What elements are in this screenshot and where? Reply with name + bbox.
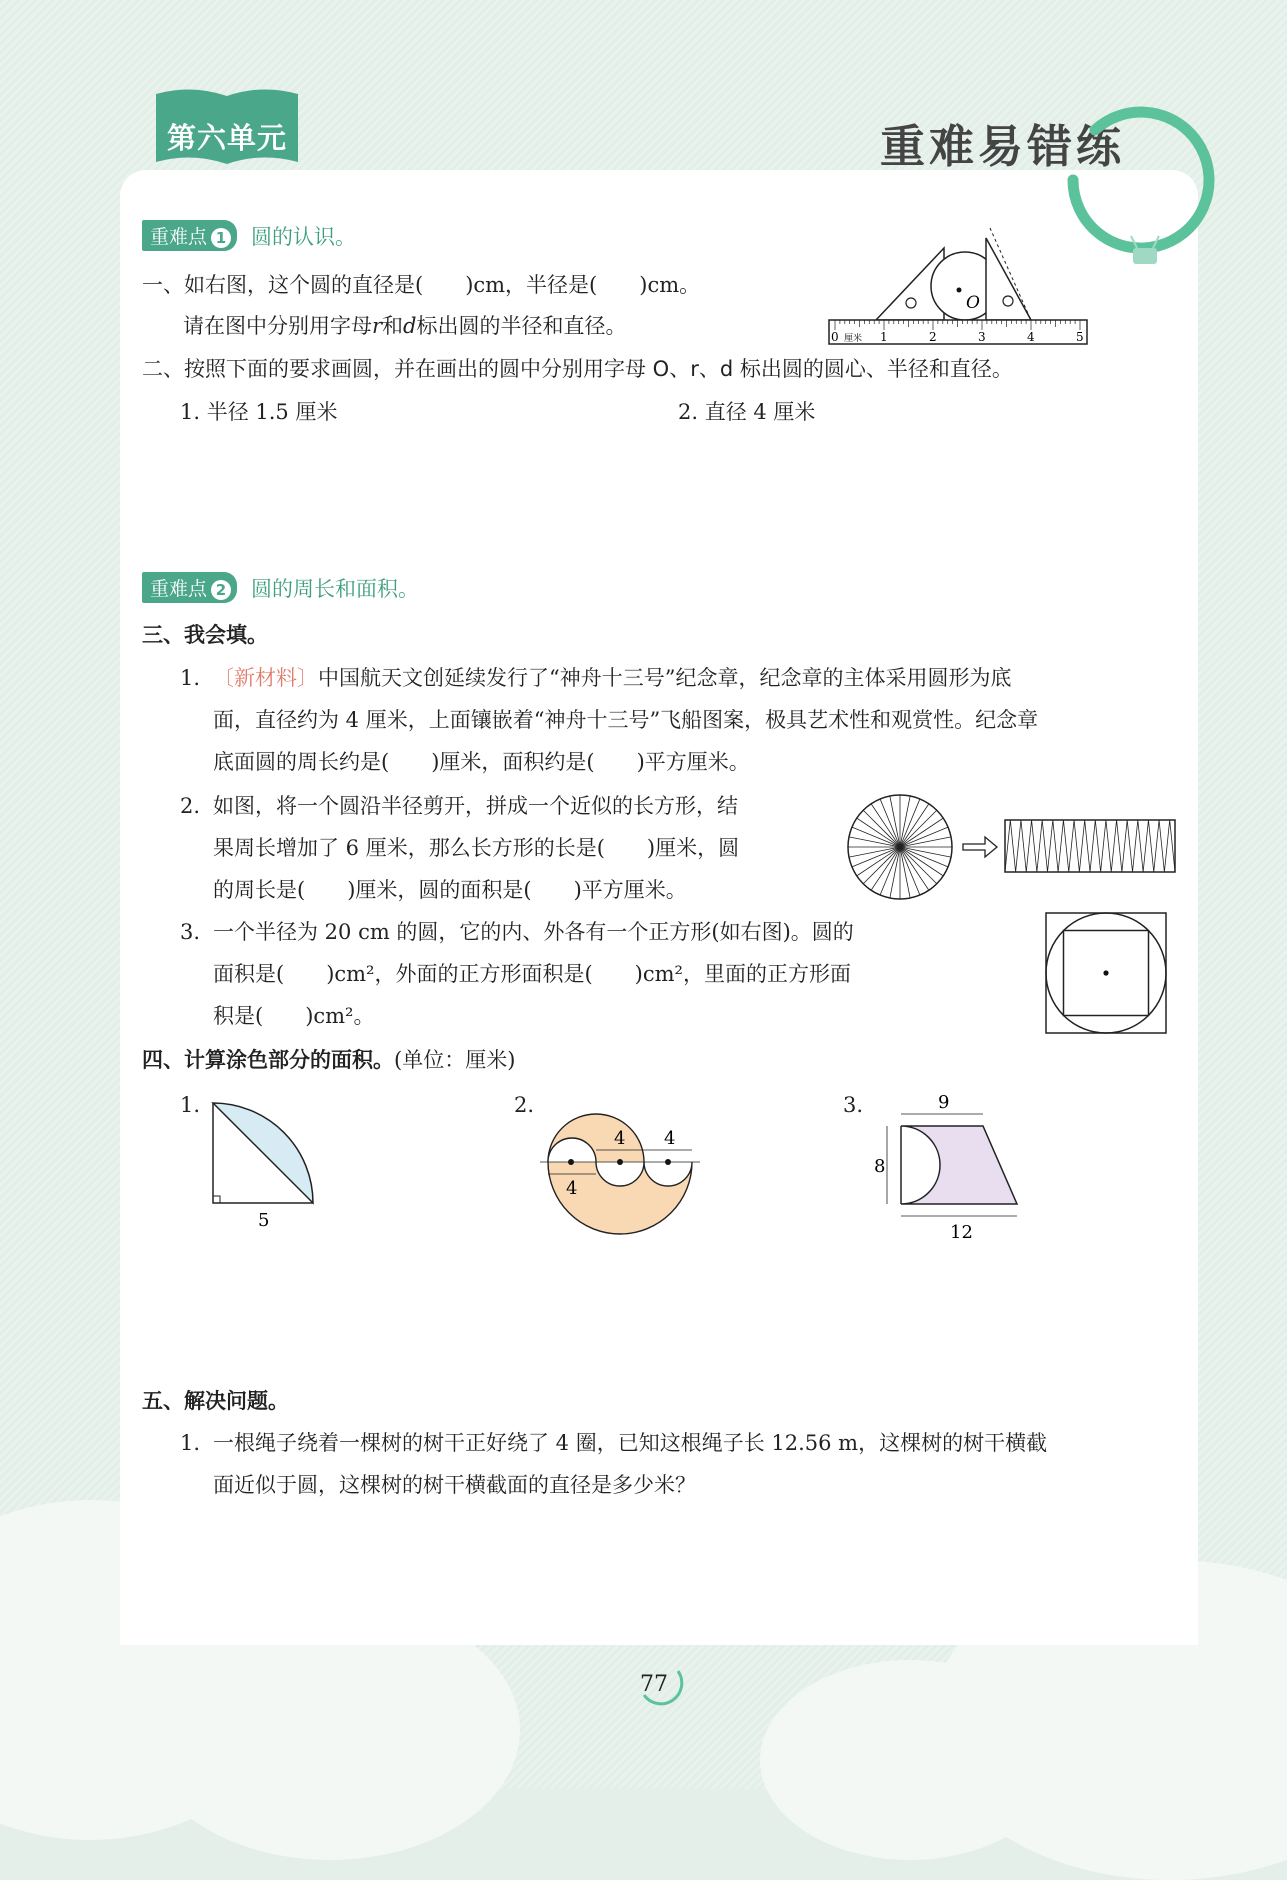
q1-line1: 一、如右图，这个圆的直径是( )cm，半径是( )cm。 (142, 273, 701, 297)
content-panel (120, 170, 1198, 1645)
ruler-unit-label: 厘米 (844, 334, 863, 344)
q2-item2: 2. 直径 4 厘米 (678, 400, 816, 424)
center-label: O (966, 293, 980, 313)
q3-item3-line3: 积是( )cm²。 (213, 1004, 375, 1028)
trapezoid-figure (870, 1092, 1030, 1242)
q3-item1-line1: 〔新材料〕中国航天文创延续发行了“神舟十三号”纪念章，纪念章的主体采用圆形为底 (213, 666, 1012, 690)
fig1-label: 5 (258, 1210, 270, 1231)
key-point-number: 2 (211, 580, 231, 600)
fig2-label-top1: 4 (614, 1128, 626, 1149)
key-point-2 (142, 572, 420, 601)
q3-item3-line1: 一个半径为 20 cm 的圆，它的内、外各有一个正方形(如右图)。圆的 (213, 920, 854, 944)
q3-item2-line1: 如图，将一个圆沿半径剪开，拼成一个近似的长方形，结 (213, 794, 738, 818)
page-number: 77 (640, 1672, 668, 1697)
fig3-label-top: 9 (938, 1092, 950, 1113)
q4-stem: 四、计算涂色部分的面积。(单位：厘米) (142, 1048, 516, 1072)
q2-stem: 二、按照下面的要求画圆，并在画出的圆中分别用字母 O、r、d 标出圆的圆心、半径和直径。 (142, 357, 1013, 381)
key-point-number: 1 (211, 228, 231, 248)
fig3-label-left: 8 (874, 1156, 886, 1177)
q3-item1-number: 1. (180, 666, 201, 690)
q3-stem: 三、我会填。 (142, 623, 268, 647)
q1-line2: 请在图中分别用字母r和d标出圆的半径和直径。 (183, 314, 627, 338)
q3-item1-line2: 面，直径约为 4 厘米，上面镶嵌着“神舟十三号”飞船图案，极具艺术性和观赏性。纪念章 (213, 708, 1039, 732)
ruler-tick-label: 5 (1076, 330, 1084, 344)
ruler-tick-label: 1 (880, 330, 888, 344)
ruler-tick-label: 2 (929, 330, 937, 344)
ruler-tick-label: 4 (1027, 330, 1035, 344)
q3-item1-line3: 底面圆的周长约是( )厘米，面积约是( )平方厘米。 (213, 750, 750, 774)
ruler-figure (826, 228, 1090, 348)
fig3-label-bottom: 12 (950, 1222, 973, 1243)
key-point-title: 圆的认识。 (251, 224, 357, 249)
page-title: 重难易错练 (880, 120, 1126, 173)
key-point-tag: 重难点 2 (142, 572, 237, 603)
fig2-number: 2. (514, 1093, 535, 1117)
q3-item2-number: 2. (180, 794, 201, 818)
quarter-circle-figure (210, 1100, 320, 1230)
q5-item1-number: 1. (180, 1431, 201, 1455)
unit-note: (单位：厘米) (394, 1048, 516, 1072)
s-curve-figure (540, 1100, 710, 1200)
key-point-1 (142, 220, 357, 249)
fig3-number: 3. (843, 1093, 864, 1117)
fig1-number: 1. (180, 1093, 201, 1117)
q3-item3-number: 3. (180, 920, 201, 944)
q3-item3-line2: 面积是( )cm²，外面的正方形面积是( )cm²，里面的正方形面 (213, 962, 851, 986)
fig2-label-top2: 4 (664, 1128, 676, 1149)
new-material-tag: 〔新材料〕 (213, 666, 318, 690)
key-point-title: 圆的周长和面积。 (251, 576, 420, 601)
squares-and-circle-figure (1045, 912, 1167, 1034)
q3-item2-line2: 果周长增加了 6 厘米，那么长方形的长是( )厘米，圆 (213, 836, 740, 860)
circle-to-rectangle-figure (845, 792, 1180, 902)
balloon-ring-icon (1065, 90, 1225, 250)
unit-tag (152, 88, 302, 168)
page-number-swirl-icon (638, 1665, 688, 1709)
unit-label: 第六单元 (166, 121, 287, 155)
key-point-tag: 重难点 1 (142, 220, 237, 251)
ruler-tick-label: 3 (978, 330, 986, 344)
q5-stem: 五、解决问题。 (142, 1389, 289, 1413)
q2-item1: 1. 半径 1.5 厘米 (180, 400, 338, 424)
q5-item1-line2: 面近似于圆，这棵树的树干横截面的直径是多少米？ (213, 1473, 696, 1497)
fig2-label-bottom: 4 (566, 1178, 578, 1199)
q3-item2-line3: 的周长是( )厘米，圆的面积是( )平方厘米。 (213, 878, 687, 902)
q5-item1-line1: 一根绳子绕着一棵树的树干正好绕了 4 圈，已知这根绳子长 12.56 m，这棵树的树干横截 (213, 1431, 1048, 1455)
cloud-decoration-right-2 (760, 1660, 1060, 1860)
ruler-tick-label: 0 (831, 330, 839, 344)
